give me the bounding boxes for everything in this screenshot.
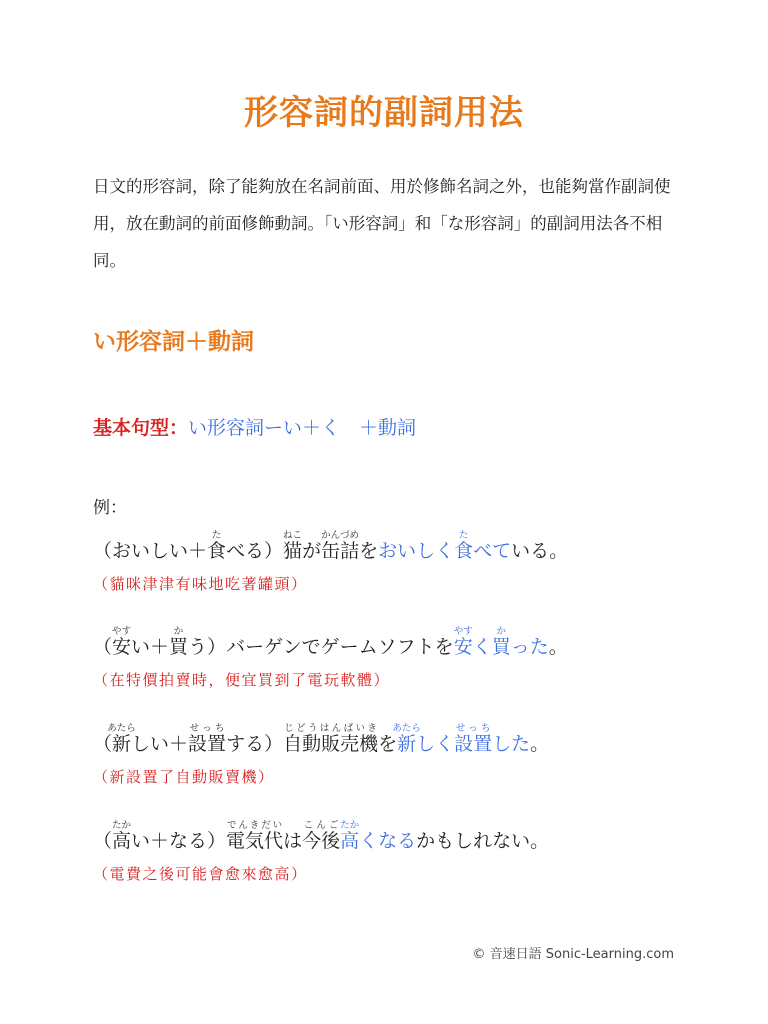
example-translation: （在特價拍賣時，便宜買到了電玩軟體） [93,671,391,689]
sentence-text: を [359,540,379,562]
furigana: じどうはんばいき [283,723,379,734]
sentence-text: べる） [226,540,284,562]
ruby-word: 買か [169,626,189,658]
example-4 [93,820,693,884]
example-1 [93,530,693,594]
sentence-text: 。 [530,733,550,755]
sentence-text: く [472,636,492,658]
ruby-word: 設置せっち [454,723,493,755]
sentence-text: くなる [359,830,417,852]
sentence-text: しく [416,733,455,755]
section-heading: い形容詞＋動詞 [93,329,254,355]
sentence-text: を [378,733,398,755]
example-sentence [93,723,693,754]
furigana: あたら [107,723,136,734]
furigana: せっち [454,723,493,734]
ruby-word: 安やす [453,626,473,658]
sentence-text: おいしく [378,540,455,562]
sentence-text: いる。 [511,540,569,562]
sentence-text: する） [226,733,284,755]
sentence-text: は [283,830,303,852]
furigana: やす [112,626,132,637]
sentence-text: べて [473,540,512,562]
example-translation: （貓咪津津有味地吃著罐頭） [93,575,308,593]
furigana: やす [453,626,473,637]
furigana: たか [112,820,132,831]
ruby-word: 缶詰かんづめ [321,530,360,562]
furigana: せっち [188,723,227,734]
example-3 [93,723,693,787]
ruby-word: 今後こんご [302,820,341,852]
furigana: た [207,530,227,541]
intro-paragraph: 日文的形容詞，除了能夠放在名詞前面、用於修飾名詞之外，也能夠當作副詞使用，放在動詞的前面修飾動詞。「い形容詞」和「な形容詞」的副詞用法各不相同。 [93,177,671,270]
sentence-text: （ [93,636,113,658]
page-title: 形容詞的副詞用法 [244,92,524,133]
sentence-text: った [510,636,549,658]
example-sentence [93,820,693,851]
furigana: た [454,530,474,541]
pattern-label: 基本句型： [93,417,189,439]
sentence-text: （おいしい＋ [93,540,208,562]
sentence-text: う）バーゲンでゲームソフトを [188,636,454,658]
ruby-word: 高たか [340,820,360,852]
sentence-text: が [302,540,322,562]
sentence-text: い＋なる） [131,830,227,852]
furigana: かんづめ [321,530,360,541]
ruby-word: 設置せっち [188,723,227,755]
ruby-word: 猫ねこ [283,530,303,562]
example-translation: （電費之後可能會愈來愈高） [93,865,308,883]
furigana: たか [340,820,360,831]
furigana: か [169,626,189,637]
ruby-word: 食た [454,530,474,562]
furigana: あたら [392,723,421,734]
sentence-text: い＋ [131,636,170,658]
example-sentence [93,530,693,561]
furigana: か [491,626,511,637]
ruby-word: 新あたら [392,723,421,755]
examples-label: 例： [93,498,127,518]
pattern-formula: い形容詞ーい＋く ＋動詞 [188,417,417,439]
sentence-text: 。 [548,636,568,658]
sentence-text: した [492,733,531,755]
sentence-text: かもしれない。 [416,830,550,852]
basic-pattern [93,413,416,440]
example-sentence [93,626,693,657]
ruby-word: 新あたら [107,723,136,755]
sentence-text: （ [93,830,113,852]
furigana: でんきだい [226,820,284,831]
sentence-text: （ [93,733,113,755]
furigana: こんご [302,820,341,831]
example-2 [93,626,693,690]
ruby-word: 買か [491,626,511,658]
ruby-word: 自動販売機じどうはんばいき [283,723,379,755]
sentence-text: しい＋ [131,733,189,755]
ruby-word: 安やす [112,626,132,658]
copyright-footer: © 音速日語 Sonic-Learning.com [472,947,674,962]
furigana: ねこ [283,530,303,541]
example-translation: （新設置了自動販賣機） [93,768,275,786]
ruby-word: 電気代でんきだい [226,820,284,852]
ruby-word: 高たか [112,820,132,852]
ruby-word: 食た [207,530,227,562]
